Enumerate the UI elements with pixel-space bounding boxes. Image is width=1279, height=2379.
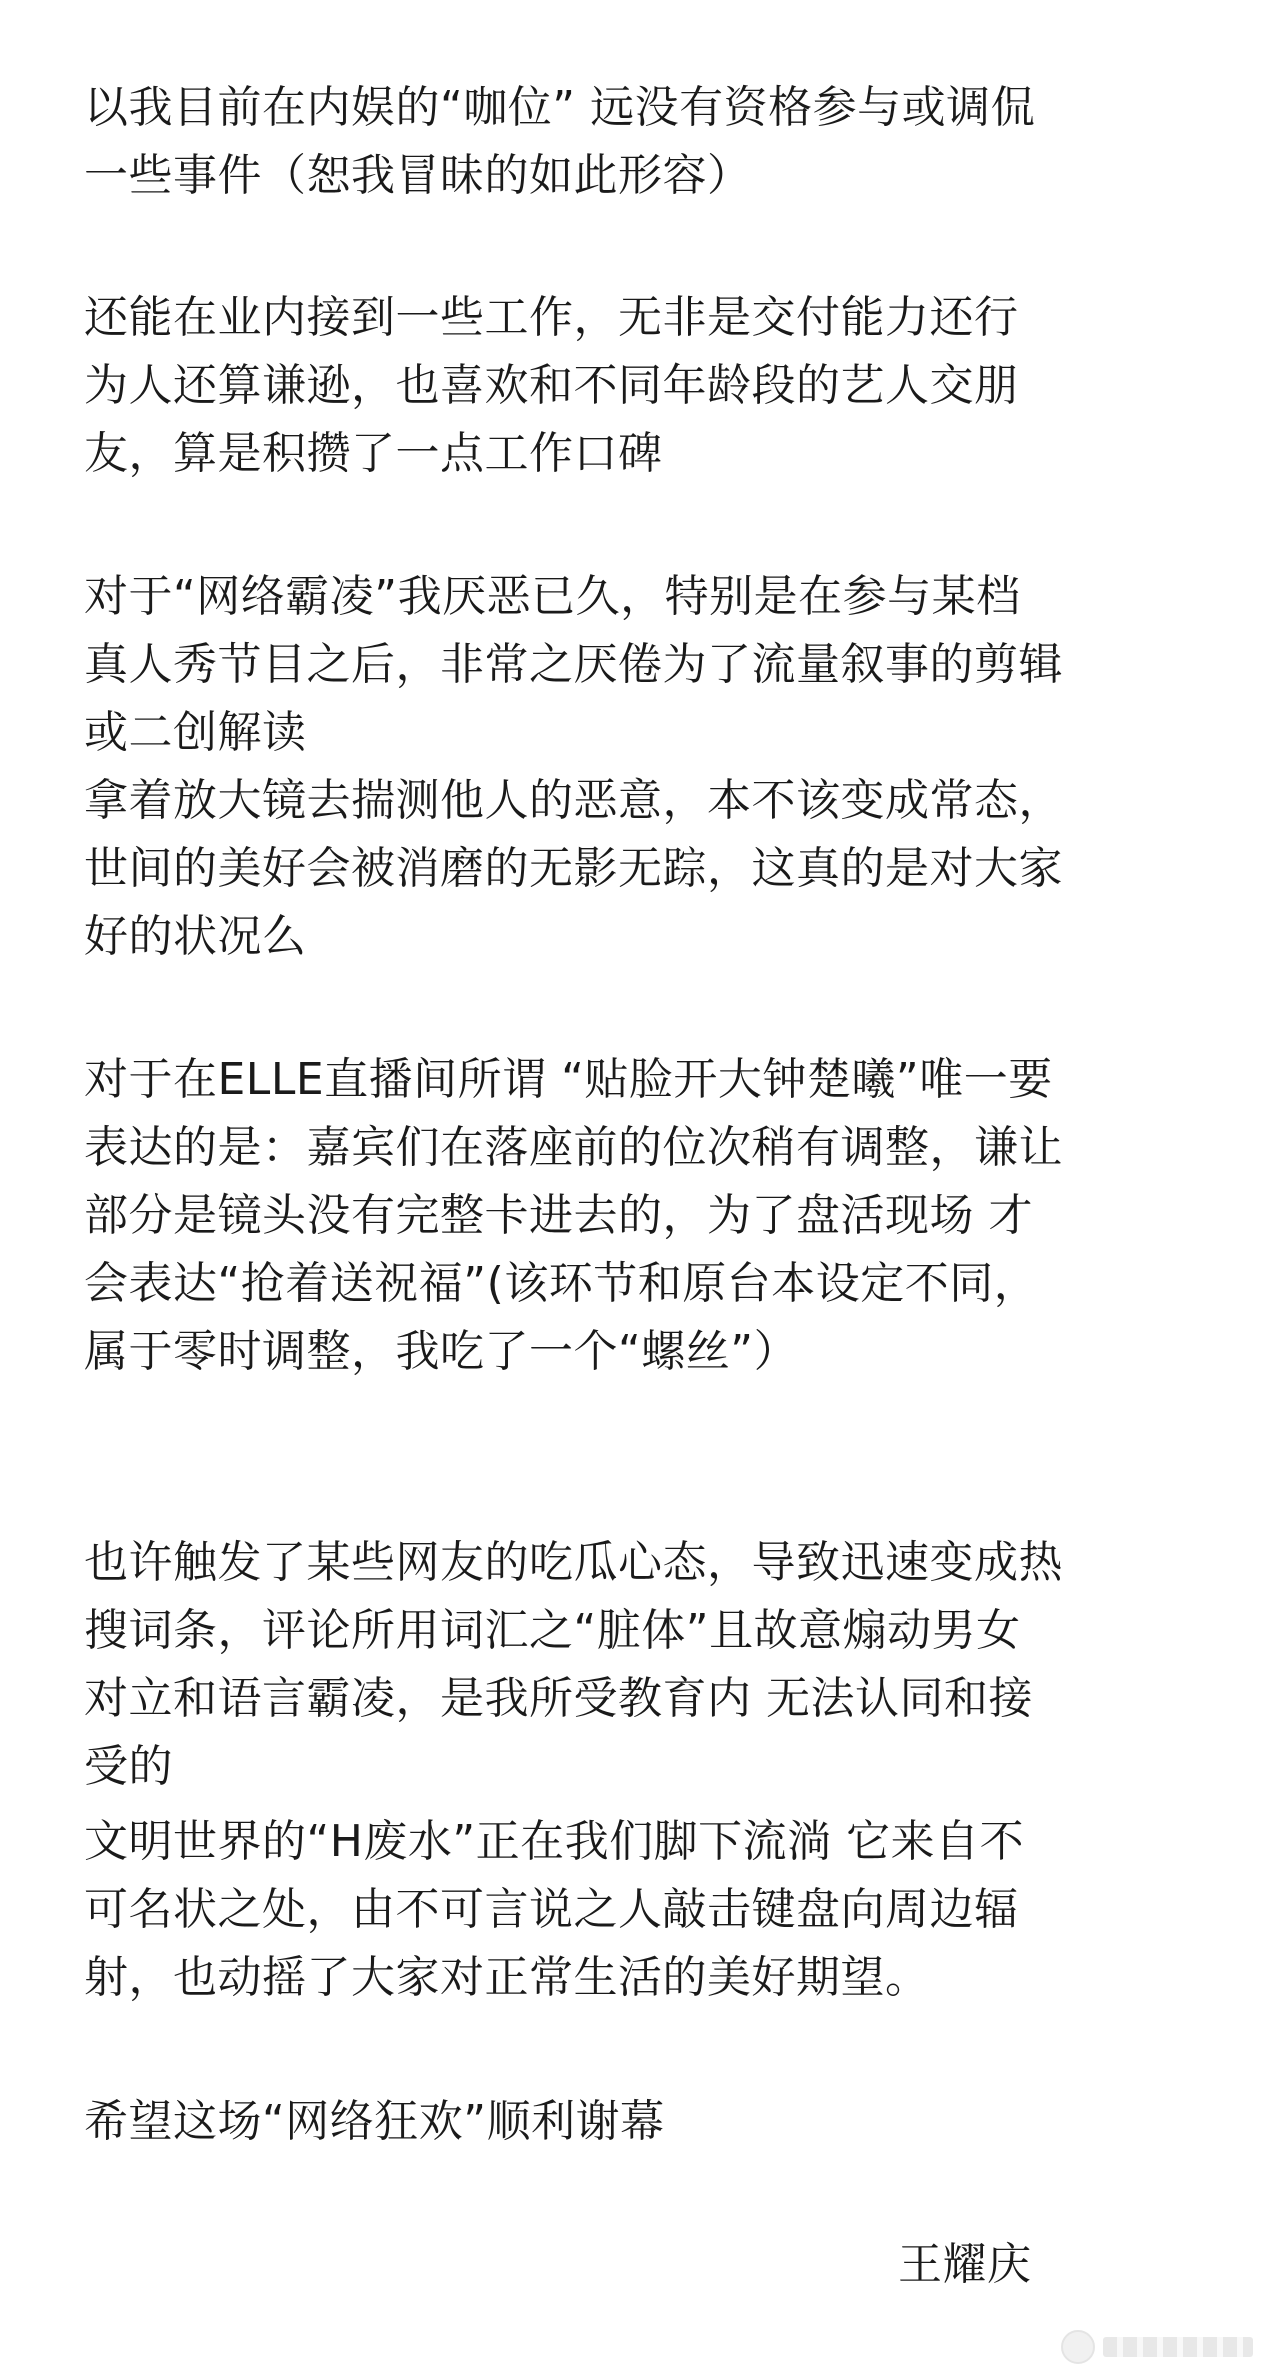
signature: 王耀庆 <box>898 2239 1032 2290</box>
paragraph-7 <box>84 2088 1214 2156</box>
text-line: 可名状之处，由不可言说之人敲击键盘向周边辐 <box>84 1884 1019 1935</box>
text-line: 一些事件（恕我冒昧的如此形容） <box>84 150 752 201</box>
watermark <box>1061 2329 1253 2365</box>
text-line: 希望这场“网络狂欢”顺利谢幕 <box>84 2096 665 2147</box>
text-line: 也许触发了某些网友的吃瓜心态，导致迅速变成热 <box>84 1537 1063 1588</box>
text-line: 真人秀节目之后，非常之厌倦为了流量叙事的剪辑 <box>84 639 1063 690</box>
text-line: 属于零时调整，我吃了一个“螺丝”） <box>84 1326 799 1377</box>
text-line: 表达的是：嘉宾们在落座前的位次稍有调整，谦让 <box>84 1122 1063 1173</box>
paragraph-5 <box>84 1529 1214 1801</box>
text-line: 为人还算谦逊，也喜欢和不同年龄段的艺人交朋 <box>84 360 1019 411</box>
text-line: 射，也动摇了大家对正常生活的美好期望。 <box>84 1952 930 2003</box>
text-line: 受的 <box>84 1741 173 1792</box>
paragraph-4 <box>84 1046 1214 1386</box>
text-line: 拿着放大镜去揣测他人的恶意，本不该变成常态， <box>84 775 1063 826</box>
text-line: 搜词条，评论所用词汇之“脏体”且故意煽动男女 <box>84 1605 1021 1656</box>
text-line: 友，算是积攒了一点工作口碑 <box>84 428 663 479</box>
weibo-watermark-icon <box>1061 2330 1095 2364</box>
text-line: 好的状况么 <box>84 911 307 962</box>
text-line: 对立和语言霸凌，是我所受教育内 无法认同和接 <box>84 1673 1033 1724</box>
text-line: 对于“网络霸凌”我厌恶已久，特别是在参与某档 <box>84 571 1021 622</box>
watermark-text <box>1103 2337 1253 2357</box>
paragraph-6 <box>84 1808 1214 2012</box>
paragraph-1 <box>84 74 1214 210</box>
text-line: 以我目前在内娱的“咖位” 远没有资格参与或调侃 <box>84 82 1036 133</box>
paragraph-2 <box>84 284 1214 488</box>
text-line: 部分是镜头没有完整卡进去的，为了盘活现场 才 <box>84 1190 1033 1241</box>
text-line: 对于在ELLE直播间所谓 “贴脸开大钟楚曦”唯一要 <box>84 1054 1053 1105</box>
paragraph-3 <box>84 563 1214 971</box>
text-line: 世间的美好会被消磨的无影无踪，这真的是对大家 <box>84 843 1063 894</box>
text-line: 还能在业内接到一些工作，无非是交付能力还行 <box>84 292 1019 343</box>
text-line: 或二创解读 <box>84 707 307 758</box>
text-line: 会表达“抢着送祝福”(该环节和原台本设定不同， <box>84 1258 1039 1309</box>
text-line: 文明世界的“H废水”正在我们脚下流淌 它来自不 <box>84 1816 1025 1867</box>
